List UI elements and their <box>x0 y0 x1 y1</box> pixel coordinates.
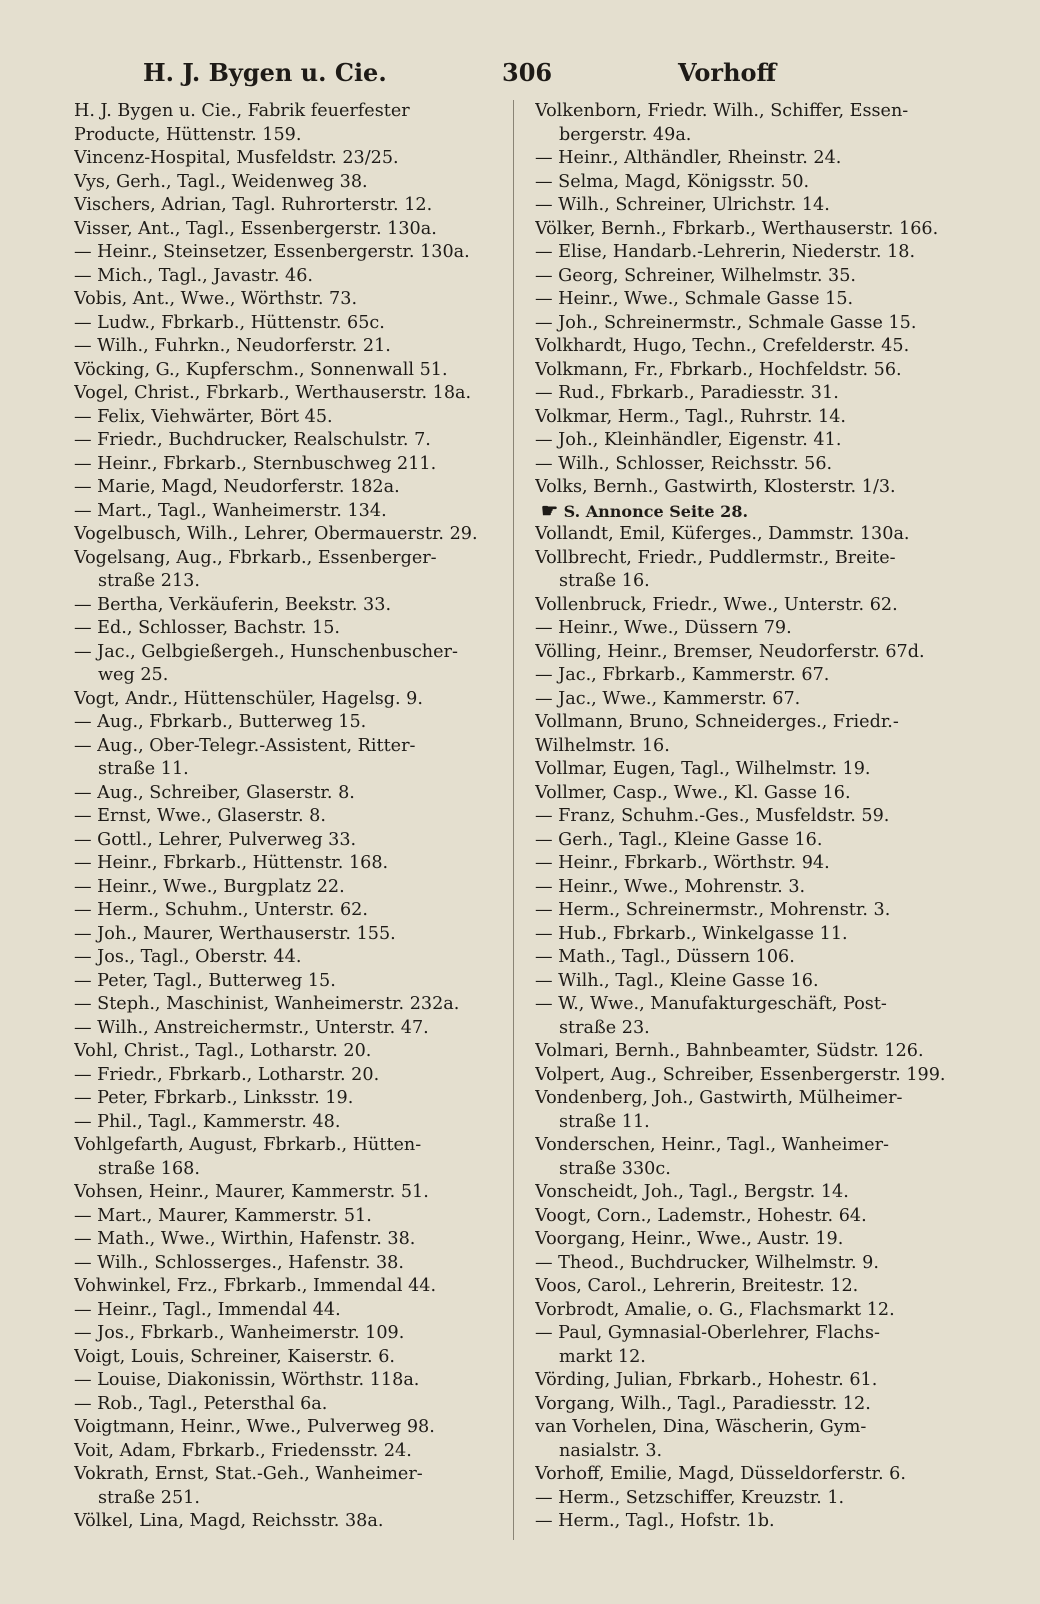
directory-entry: Volkhardt, Hugo, Techn., Crefelderstr. 45. <box>535 336 910 356</box>
directory-entry: — Wilh., Anstreichermstr., Unterstr. 47. <box>74 1017 429 1038</box>
directory-entry: Voogt, Corn., Lademstr., Hohestr. 64. <box>535 1205 867 1226</box>
entry-continuation: straße 251. <box>98 1487 200 1508</box>
directory-entry: Voorgang, Heinr., Wwe., Austr. 19. <box>535 1229 844 1249</box>
directory-entry: — Mich., Tagl., Javastr. 46. <box>74 265 314 286</box>
directory-entry: Vollmer, Casp., Wwe., Kl. Gasse 16. <box>535 782 851 803</box>
directory-entry: Visser, Ant., Tagl., Essenbergerstr. 130a. <box>74 218 437 239</box>
directory-entry: Vys, Gerh., Tagl., Weidenweg 38. <box>74 171 368 192</box>
directory-entry: Vöcking, G., Kupferschm., Sonnenwall 51. <box>74 359 448 380</box>
directory-entry: Völker, Bernh., Fbrkarb., Werthauserstr. 166. <box>535 218 939 239</box>
entry-continuation: straße 11. <box>559 1111 650 1132</box>
directory-entry: Vonscheidt, Joh., Tagl., Bergstr. 14. <box>535 1182 849 1202</box>
directory-entry: — Rud., Fbrkarb., Paradiesstr. 31. <box>535 383 839 403</box>
directory-entry: — Mart., Tagl., Wanheimerstr. 134. <box>74 500 387 521</box>
directory-entry: Volmari, Bernh., Bahnbeamter, Südstr. 126. <box>535 1041 924 1061</box>
directory-entry: — Jac., Gelbgießergeh., Hunschenbuscher- <box>74 641 458 662</box>
directory-entry: — Heinr., Wwe., Burgplatz 22. <box>74 876 345 897</box>
directory-entry: — Franz, Schuhm.-Ges., Musfeldstr. 59. <box>535 806 890 826</box>
directory-entry: — Steph., Maschinist, Wanheimerstr. 232a. <box>74 994 460 1014</box>
directory-entry: Volkmann, Fr., Fbrkarb., Hochfeldstr. 56. <box>535 359 902 380</box>
directory-entry: Producte, Hüttenstr. 159. <box>74 124 302 145</box>
header-left: H. J. Bygen u. Cie. <box>143 58 387 87</box>
directory-entry: — Ernst, Wwe., Glaserstr. 8. <box>74 806 326 826</box>
directory-entry: Vonderschen, Heinr., Tagl., Wanheimer- <box>535 1135 889 1155</box>
directory-entry: — Heinr., Wwe., Mohrenstr. 3. <box>535 876 806 897</box>
directory-entry: Vohlgefarth, August, Fbrkarb., Hütten- <box>74 1135 422 1155</box>
directory-entry: Voigt, Louis, Schreiner, Kaiserstr. 6. <box>74 1346 396 1367</box>
directory-entry: — Heinr., Fbrkarb., Wörthstr. 94. <box>535 853 830 873</box>
directory-entry: — Rob., Tagl., Petersthal 6a. <box>74 1393 328 1414</box>
directory-entry: — Heinr., Tagl., Immendal 44. <box>74 1299 341 1320</box>
directory-entry: — Ed., Schlosser, Bachstr. 15. <box>74 618 341 638</box>
directory-entry: Vogelbusch, Wilh., Lehrer, Obermauerstr. 29. <box>74 524 478 544</box>
directory-entry: — Theod., Buchdrucker, Wilhelmstr. 9. <box>535 1252 879 1273</box>
directory-entry: Vogel, Christ., Fbrkarb., Werthauserstr. 18a. <box>74 383 472 403</box>
directory-entry: van Vorhelen, Dina, Wäscherin, Gym- <box>535 1417 867 1437</box>
directory-entry: Vischers, Adrian, Tagl. Ruhrorterstr. 12. <box>74 195 433 215</box>
directory-entry: — Paul, Gymnasial-Oberlehrer, Flachs- <box>535 1323 880 1343</box>
directory-entry: — Louise, Diakonissin, Wörthstr. 118a. <box>74 1370 420 1390</box>
entry-continuation: straße 16. <box>559 571 650 591</box>
entry-continuation: bergerstr. 49a. <box>559 124 692 145</box>
directory-entry: Voos, Carol., Lehrerin, Breitestr. 12. <box>535 1276 859 1296</box>
directory-entry: Volpert, Aug., Schreiber, Essenbergerstr. 199. <box>535 1064 946 1085</box>
directory-entry: — Joh., Schreinermstr., Schmale Gasse 15. <box>535 312 917 333</box>
directory-entry: Völkel, Lina, Magd, Reichsstr. 38a. <box>74 1511 384 1531</box>
directory-entry: Vohwinkel, Frz., Fbrkarb., Immendal 44. <box>74 1276 437 1296</box>
directory-entry: — Felix, Viehwärter, Bört 45. <box>74 406 333 427</box>
directory-entry: — Aug., Fbrkarb., Butterweg 15. <box>74 712 367 732</box>
directory-entry: Vollenbruck, Friedr., Wwe., Unterstr. 62. <box>535 594 898 615</box>
entry-continuation: straße 23. <box>559 1017 650 1038</box>
directory-entry: Vobis, Ant., Wwe., Wörthstr. 73. <box>74 289 358 309</box>
directory-entry: — Mart., Maurer, Kammerstr. 51. <box>74 1205 372 1226</box>
entry-continuation: nasialstr. 3. <box>559 1440 663 1461</box>
directory-entry: Völling, Heinr., Bremser, Neudorferstr. 67d. <box>535 641 925 662</box>
directory-entry: — Heinr., Wwe., Schmale Gasse 15. <box>535 289 854 309</box>
directory-entry: — Heinr., Wwe., Düssern 79. <box>535 618 792 638</box>
directory-entry: Vollmar, Eugen, Tagl., Wilhelmstr. 19. <box>535 759 871 779</box>
directory-entry: — Georg, Schreiner, Wilhelmstr. 35. <box>535 265 857 286</box>
directory-entry: — Bertha, Verkäuferin, Beekstr. 33. <box>74 594 392 615</box>
header-right: Vorhoff <box>678 58 777 87</box>
directory-entry: Vörding, Julian, Fbrkarb., Hohestr. 61. <box>535 1370 878 1390</box>
directory-entry: Vogelsang, Aug., Fbrkarb., Essenberger- <box>74 547 437 568</box>
directory-entry: Voit, Adam, Fbrkarb., Friedensstr. 24. <box>74 1440 412 1461</box>
directory-entry: — Friedr., Buchdrucker, Realschulstr. 7. <box>74 430 431 450</box>
directory-entry: — Wilh., Fuhrkn., Neudorferstr. 21. <box>74 336 391 356</box>
directory-entry: — Marie, Magd, Neudorferstr. 182a. <box>74 477 400 497</box>
directory-entry: — Heinr., Fbrkarb., Sternbuschweg 211. <box>74 453 437 474</box>
entry-continuation: straße 330c. <box>559 1158 671 1179</box>
directory-entry: — Math., Tagl., Düssern 106. <box>535 947 795 967</box>
directory-entry: — Math., Wwe., Wirthin, Hafenstr. 38. <box>74 1229 416 1249</box>
directory-entry: Vondenberg, Joh., Gastwirth, Mülheimer- <box>535 1088 903 1108</box>
page-number: 306 <box>502 58 553 87</box>
directory-entry: — Herm., Tagl., Hofstr. 1b. <box>535 1511 775 1531</box>
entry-continuation: straße 11. <box>98 759 189 779</box>
directory-entry: Volkenborn, Friedr. Wilh., Schiffer, Essen- <box>535 101 909 121</box>
entry-continuation: markt 12. <box>559 1346 646 1367</box>
directory-entry: — Heinr., Steinsetzer, Essenbergerstr. 130a. <box>74 242 470 262</box>
directory-entry: — Heinr., Fbrkarb., Hüttenstr. 168. <box>74 853 389 873</box>
directory-entry: Vogt, Andr., Hüttenschüler, Hagelsg. 9. <box>74 688 423 709</box>
directory-entry: Vorhoff, Emilie, Magd, Düsseldorferstr. 6. <box>535 1464 906 1484</box>
directory-entry: — Gerh., Tagl., Kleine Gasse 16. <box>535 829 823 850</box>
directory-entry: — Heinr., Althändler, Rheinstr. 24. <box>535 148 842 168</box>
directory-entry: — Peter, Tagl., Butterweg 15. <box>74 970 336 991</box>
directory-entry: Vohsen, Heinr., Maurer, Kammerstr. 51. <box>74 1182 429 1202</box>
directory-entry: — Wilh., Schlosser, Reichsstr. 56. <box>535 453 833 474</box>
directory-entry: — Jos., Tagl., Oberstr. 44. <box>74 947 302 967</box>
directory-entry: — Phil., Tagl., Kammerstr. 48. <box>74 1111 341 1132</box>
annonce-text: S. Annonce Seite 28. <box>563 501 749 521</box>
directory-entry: Volks, Bernh., Gastwirth, Klosterstr. 1/3. <box>535 477 896 497</box>
directory-entry: — Jac., Fbrkarb., Kammerstr. 67. <box>535 665 830 685</box>
directory-entry: — Jac., Wwe., Kammerstr. 67. <box>535 688 801 709</box>
directory-entry: Wilhelmstr. 16. <box>535 735 670 756</box>
column-divider <box>513 100 514 1540</box>
entry-continuation: straße 168. <box>98 1158 200 1179</box>
directory-entry: — Herm., Schreinermstr., Mohrenstr. 3. <box>535 900 891 920</box>
directory-entry: — Selma, Magd, Königsstr. 50. <box>535 171 810 192</box>
pointing-hand-icon: ☛ <box>541 499 559 522</box>
left-column <box>74 100 498 1534</box>
directory-entry: Volkmar, Herm., Tagl., Ruhrstr. 14. <box>535 406 847 427</box>
directory-entry: — Joh., Kleinhändler, Eigenstr. 41. <box>535 430 842 450</box>
directory-entry: Vorbrodt, Amalie, o. G., Flachsmarkt 12. <box>535 1299 895 1320</box>
directory-entry: — Peter, Fbrkarb., Linksstr. 19. <box>74 1088 354 1108</box>
directory-entry: — Elise, Handarb.-Lehrerin, Niederstr. 18. <box>535 242 916 262</box>
directory-entry: Vollmann, Bruno, Schneiderges., Friedr.- <box>535 712 899 732</box>
directory-entry: Vollandt, Emil, Küferges., Dammstr. 130a. <box>535 524 910 544</box>
directory-entry: — Herm., Setzschiffer, Kreuzstr. 1. <box>535 1487 845 1508</box>
directory-entry: Vohl, Christ., Tagl., Lotharstr. 20. <box>74 1041 372 1061</box>
directory-entry: — Wilh., Tagl., Kleine Gasse 16. <box>535 970 819 991</box>
directory-entry: H. J. Bygen u. Cie., Fabrik feuerfester <box>74 101 410 121</box>
directory-entry: — Wilh., Schreiner, Ulrichstr. 14. <box>535 195 830 215</box>
directory-entry: — Jos., Fbrkarb., Wanheimerstr. 109. <box>74 1323 405 1343</box>
directory-entry: — Gottl., Lehrer, Pulverweg 33. <box>74 829 357 850</box>
directory-entry: — Aug., Schreiber, Glaserstr. 8. <box>74 782 355 803</box>
entry-continuation: straße 213. <box>98 571 200 591</box>
right-column <box>535 100 959 1534</box>
directory-entry: — Ludw., Fbrkarb., Hüttenstr. 65c. <box>74 312 385 333</box>
page-header <box>0 58 1040 92</box>
directory-entry: — W., Wwe., Manufakturgeschäft, Post- <box>535 994 887 1014</box>
entry-continuation: weg 25. <box>98 665 169 685</box>
directory-entry: — Aug., Ober-Telegr.-Assistent, Ritter- <box>74 735 416 756</box>
directory-entry: Vokrath, Ernst, Stat.-Geh., Wanheimer- <box>74 1464 423 1484</box>
directory-entry: Vollbrecht, Friedr., Puddlermstr., Breite- <box>535 547 896 568</box>
directory-entry: — Joh., Maurer, Werthauserstr. 155. <box>74 923 396 944</box>
directory-entry: — Friedr., Fbrkarb., Lotharstr. 20. <box>74 1064 380 1085</box>
directory-entry: — Herm., Schuhm., Unterstr. 62. <box>74 900 368 920</box>
directory-entry: Vincenz-Hospital, Musfeldstr. 23/25. <box>74 148 399 168</box>
directory-entry: Vorgang, Wilh., Tagl., Paradiesstr. 12. <box>535 1393 871 1414</box>
directory-entry: — Wilh., Schlosserges., Hafenstr. 38. <box>74 1252 404 1273</box>
annonce-reference <box>535 500 959 524</box>
directory-entry: Voigtmann, Heinr., Wwe., Pulverweg 98. <box>74 1417 435 1437</box>
directory-entry: — Hub., Fbrkarb., Winkelgasse 11. <box>535 923 848 944</box>
